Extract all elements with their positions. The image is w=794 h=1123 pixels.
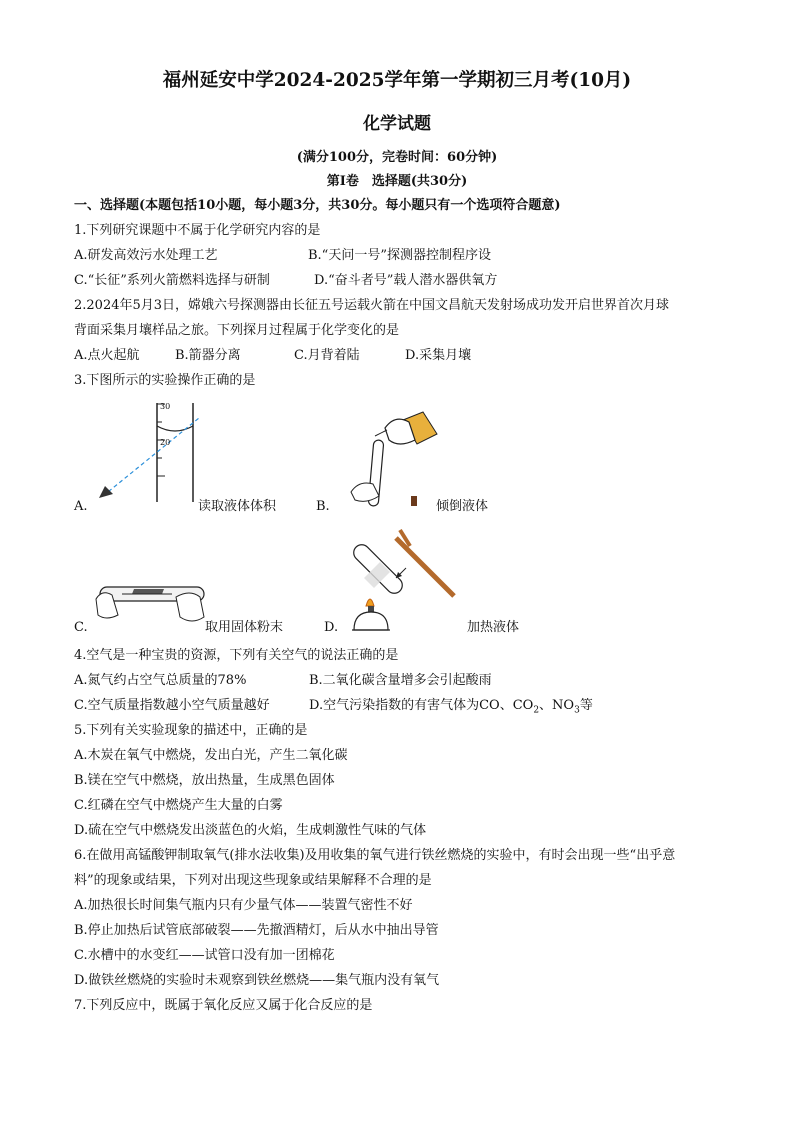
solid-powder-figure [92, 575, 212, 635]
q4-option-d: D.空气污染指数的有害气体为CO、$CO_2$、$NO_3$等 [309, 698, 593, 716]
q2-option-c: C.月背着陆 [294, 348, 360, 363]
q2-option-d: D.采集月壤 [405, 348, 472, 363]
section-heading: 一、选择题(本题包括10小题，每小题3分，共30分。每小题只有一个选项符合题意) [74, 198, 561, 213]
tick-label-30: 30 [160, 402, 171, 411]
q1-option-c: C.“长征”系列火箭燃料选择与研制 [74, 273, 270, 288]
q6-option-b: B.停止加热后试管底部破裂——先撤酒精灯，后从水中抽出导管 [74, 923, 439, 938]
q4-stem: 4.空气是一种宝贵的资源，下列有关空气的说法正确的是 [74, 648, 399, 663]
q4-option-c: C.空气质量指数越小空气质量越好 [74, 698, 270, 713]
q6-stem-line2: 料”的现象或结果，下列对出现这些现象或结果解释不合理的是 [74, 873, 432, 888]
pouring-liquid-figure [345, 400, 440, 510]
q4-option-a: A.氮气约占空气总质量的78% [74, 673, 247, 688]
q5-option-a: A.木炭在氧气中燃烧，发出白光，产生二氧化碳 [74, 748, 348, 763]
q1-option-a: A.研发高效污水处理工艺 [74, 248, 218, 263]
q3-option-d-letter: D. [324, 620, 339, 635]
q2-option-a: A.点火起航 [74, 348, 140, 363]
q2-stem-line1: 2.2024年5月3日，嫦娥六号探测器由长征五号运载火箭在中国文昌航天发射场成功发开启世界首次月球 [74, 298, 670, 313]
q1-option-b: B.“天问一号”探测器控制程序设 [308, 248, 491, 263]
q2-stem-line2: 背面采集月壤样品之旅。下列探月过程属于化学变化的是 [74, 323, 400, 338]
q7-stem: 7.下列反应中，既属于氧化反应又属于化合反应的是 [74, 998, 373, 1013]
q3-option-c-letter: C. [74, 620, 88, 635]
q2-option-b: B.箭器分离 [175, 348, 241, 363]
q4-option-b: B.二氧化碳含量增多会引起酸雨 [309, 673, 492, 688]
q1-stem: 1.下列研究课题中不属于化学研究内容的是 [74, 223, 321, 238]
q5-stem: 5.下列有关实验现象的描述中，正确的是 [74, 723, 308, 738]
part-title: 第Ⅰ卷 选择题(共30分) [326, 174, 468, 189]
q6-option-a: A.加热很长时间集气瓶内只有少量气体——装置气密性不好 [74, 898, 413, 913]
q6-stem-line1: 6.在做用高锰酸钾制取氧气(排水法收集)及用收集的氧气进行铁丝燃烧的实验中，有时会出现一些“出乎意 [74, 848, 676, 863]
heating-liquid-figure [350, 520, 460, 638]
q5-option-b: B.镁在空气中燃烧，放出热量，生成黑色固体 [74, 773, 335, 788]
q6-option-c: C.水槽中的水变红——试管口没有加一团棉花 [74, 948, 335, 963]
q3-option-a-label: 读取液体体积 [198, 499, 277, 514]
exam-info: (满分100分，完卷时间：60分钟) [296, 150, 498, 165]
measuring-cylinder-figure [95, 398, 205, 503]
q3-option-a-letter: A. [74, 499, 88, 514]
q3-stem: 3.下图所示的实验操作正确的是 [74, 373, 256, 388]
q5-option-c: C.红磷在空气中燃烧产生大量的白雾 [74, 798, 283, 813]
q3-option-c-label: 取用固体粉末 [205, 620, 284, 635]
subject-title: 化学试题 [363, 114, 431, 134]
tick-label-20: 20 [160, 438, 171, 447]
q3-option-b-label: 倾倒液体 [436, 499, 489, 514]
q5-option-d: D.硫在空气中燃烧发出淡蓝色的火焰，生成刺激性气味的气体 [74, 823, 427, 838]
exam-title: 福州延安中学2024-2025学年第一学期初三月考(10月) [162, 70, 632, 91]
q3-option-b-letter: B. [316, 499, 330, 514]
q1-option-d: D.“奋斗者号”载人潜水器供氧方 [314, 273, 498, 288]
q3-option-d-label: 加热液体 [467, 620, 520, 635]
q6-option-d: D.做铁丝燃烧的实验时未观察到铁丝燃烧——集气瓶内没有氧气 [74, 973, 440, 988]
